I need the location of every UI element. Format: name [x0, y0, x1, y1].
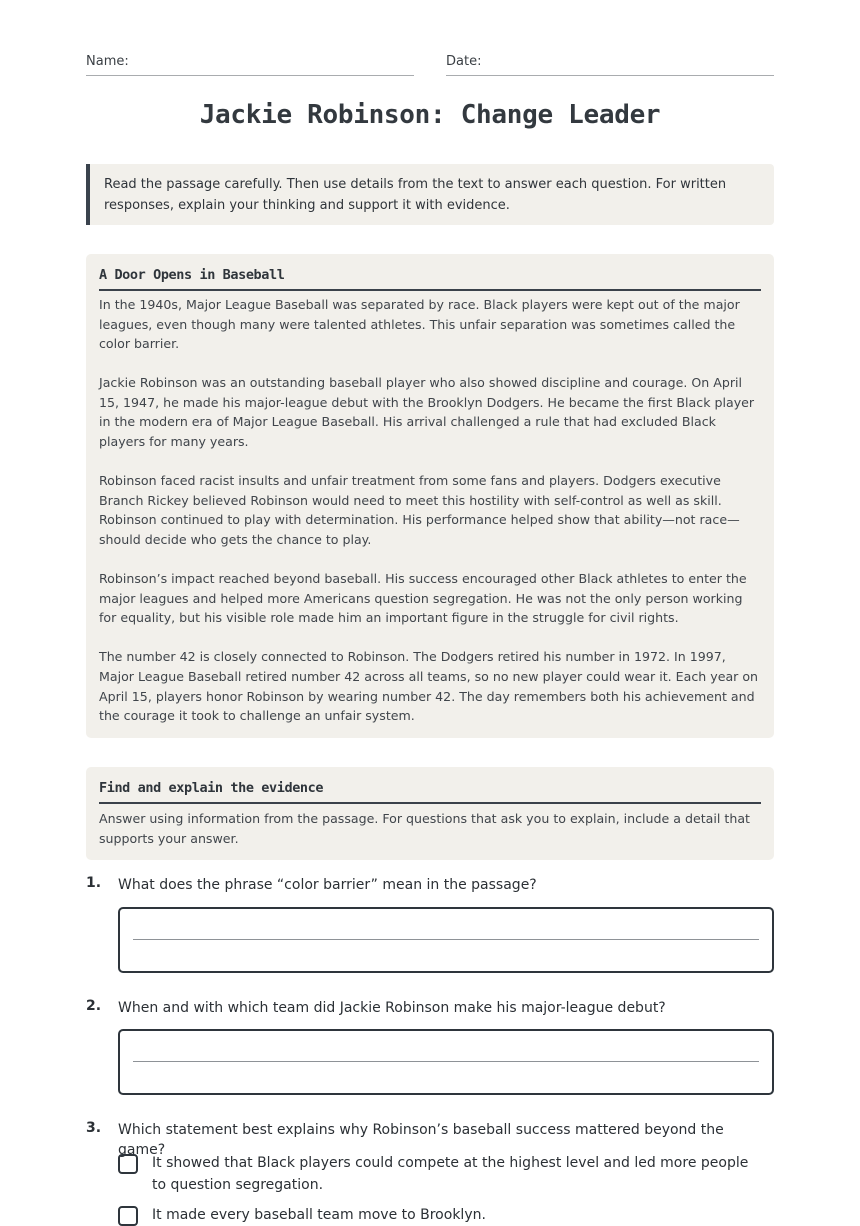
checkbox[interactable]	[118, 1206, 138, 1226]
page-title: Jackie Robinson: Change Leader	[199, 100, 661, 130]
instructions-box: Read the passage carefully. Then use details from the text to answer each question. For written responses, explain your thinking and support it with evidence.	[86, 164, 774, 225]
evidence-subtext: Answer using information from the passage. For questions that ask you to explain, include a detail that supports your answer.	[99, 811, 750, 846]
passage-heading: A Door Opens in Baseball	[99, 254, 761, 291]
header-fields	[86, 53, 774, 76]
question-text: Which statement best explains why Robinson’s baseball success mattered beyond the game?	[118, 1122, 724, 1158]
option-text: It made every baseball team move to Brooklyn.	[152, 1207, 486, 1223]
checkbox[interactable]	[118, 1154, 138, 1174]
passage-paragraph: In the 1940s, Major League Baseball was separated by race. Black players were kept out of the major leagues, even though many were talented athletes. This unfair separation was sometimes called the color barrier.	[99, 297, 740, 352]
evidence-panel	[86, 767, 774, 860]
answer-box-2[interactable]	[118, 1029, 774, 1095]
question-number: 3.	[86, 1120, 102, 1136]
option-a[interactable]	[118, 1152, 774, 1196]
passage-paragraph: The number 42 is closely connected to Robinson. The Dodgers retired his number in 1972. In 1997, Major League Baseball retired number 42 across all teams, so no new player could wear it. Each year on April 15, players honor Robinson by wearing number 42. The day remembers both his achievement and the courage it took to challenge an unfair system.	[99, 649, 759, 724]
name-field[interactable]	[86, 53, 414, 76]
question-number: 1.	[86, 875, 102, 891]
answer-line	[133, 939, 759, 940]
evidence-heading: Find and explain the evidence	[99, 767, 761, 804]
question-text: When and with which team did Jackie Robinson make his major-league debut?	[118, 1000, 666, 1016]
answer-box-1[interactable]	[118, 907, 774, 973]
option-b[interactable]	[118, 1204, 774, 1226]
name-label: Name:	[86, 54, 129, 69]
question-number: 2.	[86, 998, 102, 1014]
date-label: Date:	[446, 54, 482, 69]
passage-paragraphs	[99, 291, 761, 726]
question-text: What does the phrase “color barrier” mean in the passage?	[118, 877, 537, 893]
option-text: It showed that Black players could compete at the highest level and led more people to question segregation.	[152, 1155, 749, 1193]
date-field[interactable]	[446, 53, 774, 76]
passage-paragraph: Robinson faced racist insults and unfair treatment from some fans and players. Dodgers executive Branch Rickey believed Robinson would need to meet this hostility with self-control as well as skill. Robinson continued to play with determination. His performance helped show that ability—not race—should decide who gets the chance to play.	[99, 473, 740, 547]
passage-panel	[86, 254, 774, 738]
passage-paragraph: Robinson’s impact reached beyond baseball. His success encouraged other Black athletes to enter the major leagues and helped more Americans question segregation. He was not the only person working for equality, but his visible role made him an important figure in the struggle for civil rights.	[99, 571, 747, 626]
passage-paragraph: Jackie Robinson was an outstanding baseball player who also showed discipline and courage. On April 15, 1947, he made his major-league debut with the Brooklyn Dodgers. He became the first Black player in the modern era of Major League Baseball. His arrival challenged a rule that had excluded Black players for many years.	[99, 375, 755, 450]
answer-line	[133, 1061, 759, 1062]
